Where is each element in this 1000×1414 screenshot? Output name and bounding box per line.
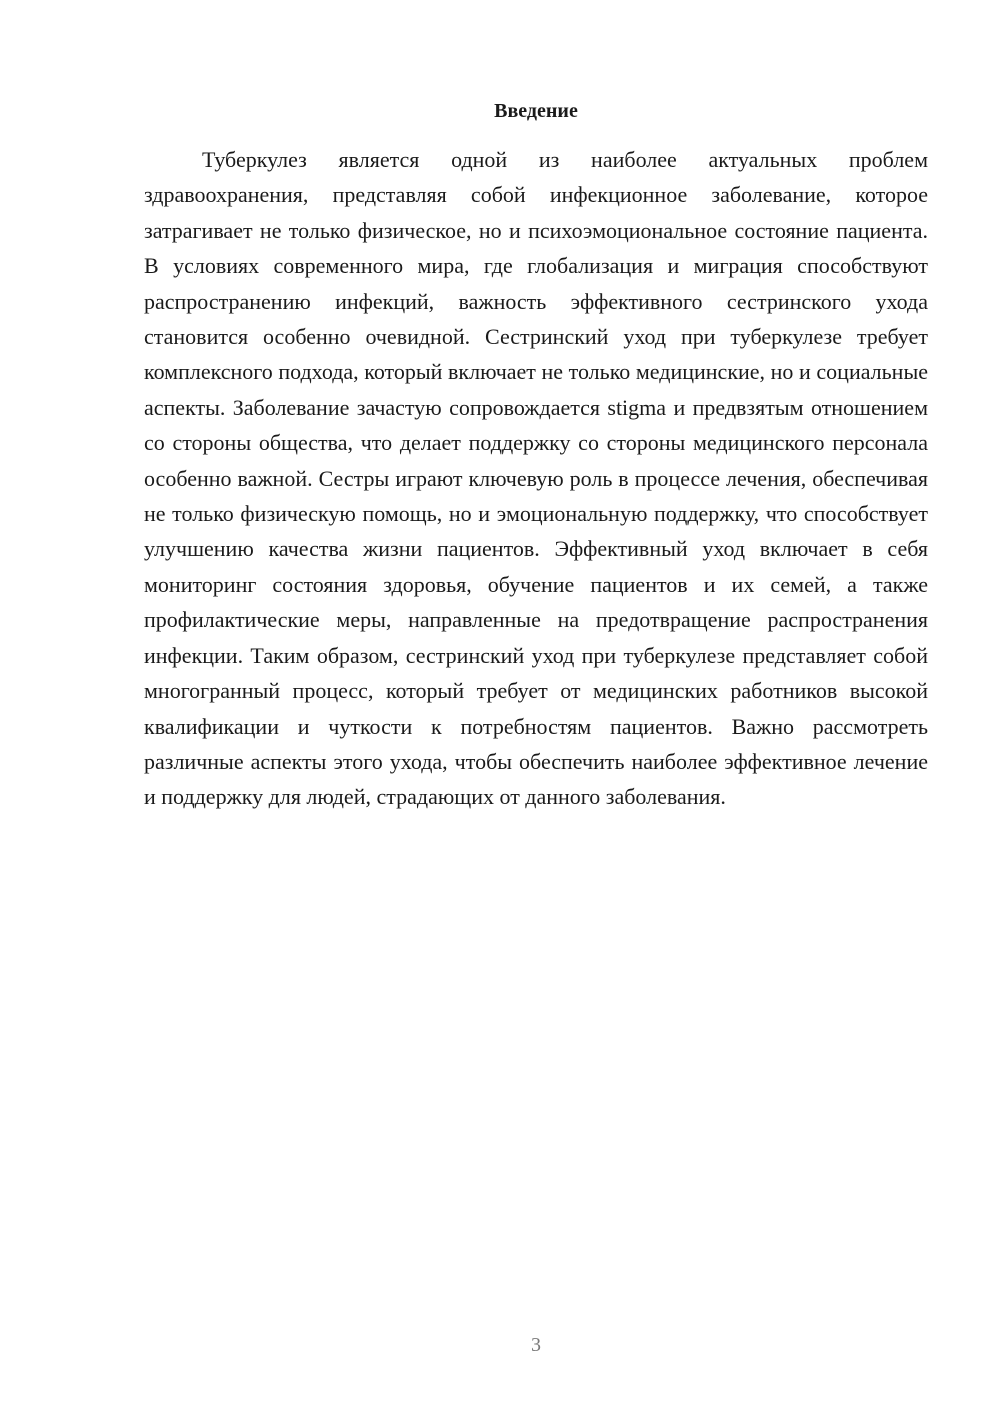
body-paragraph: Туберкулез является одной из наиболее актуальных проблем здравоохранения, представляя собой инфекционное заболевание, которое затрагивает не только физическое, но и психоэмоциональное состояние пациента. В условиях современного мира, где глобализация и миграция способствуют распространению инфекций, важность эффективного сестринского ухода становится особенно очевидной. Сестринский уход при туберкулезе требует комплексного подхода, который включает не только медицинские, но и социальные аспекты. Заболевание зачастую сопровождается stigma и предвзятым отношением со стороны общества, что делает поддержку со стороны медицинского персонала особенно важной. Сестры играют ключевую роль в процессе лечения, обеспечивая не только физическую помощь, но и эмоциональную поддержку, что способствует улучшению качества жизни пациентов. Эффективный уход включает в себя мониторинг состояния здоровья, обучение пациентов и их семей, а также профилактические меры, направленные на предотвращение распространения инфекции. Таким образом, сестринский уход при туберкулезе представляет собой многогранный процесс, который требует от медицинских работников высокой квалификации и чуткости к потребностям пациентов. Важно рассмотреть различные аспекты этого ухода, чтобы обеспечить наиболее эффективное лечение и поддержку для людей, страдающих от данного заболевания. — [144, 147, 928, 810]
section-heading: Введение — [494, 100, 578, 122]
page-number: 3 — [531, 1334, 541, 1356]
